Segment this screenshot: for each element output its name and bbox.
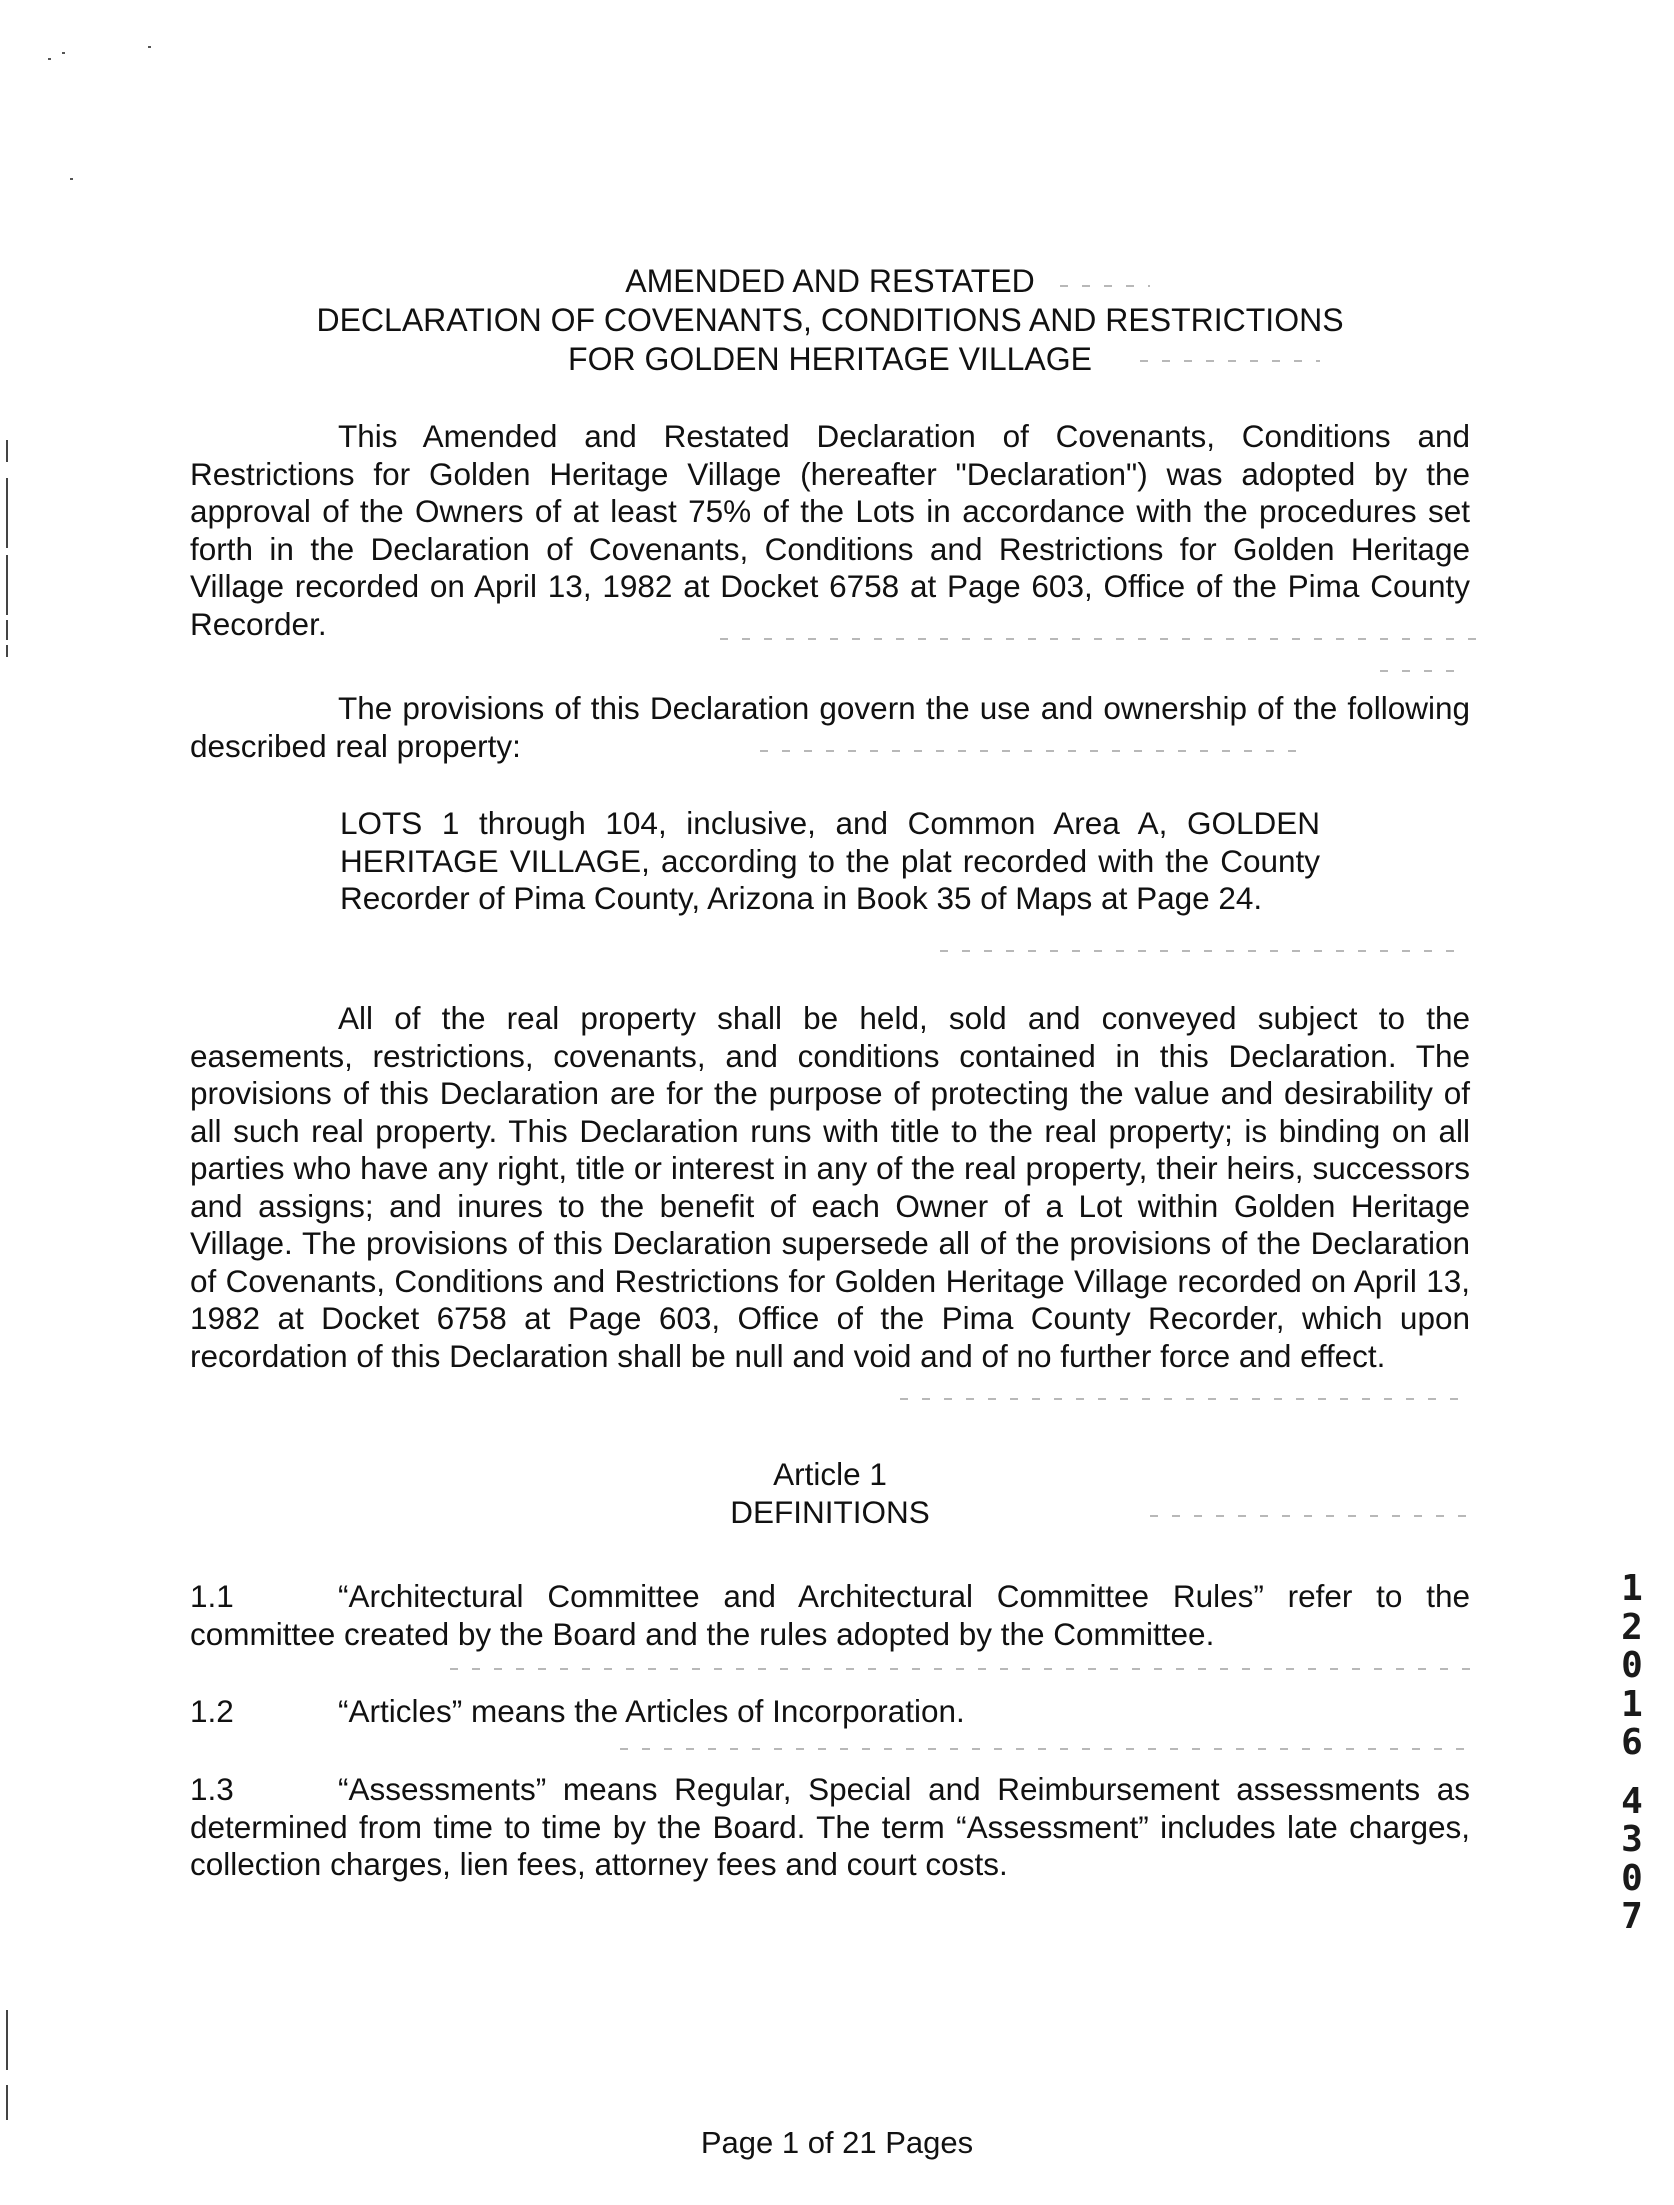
margin-tick xyxy=(6,2010,8,2070)
scan-noise xyxy=(1380,670,1460,672)
stamp-digit: 1 xyxy=(1621,1683,1643,1725)
title-line-1: AMENDED AND RESTATED xyxy=(625,263,1035,299)
stamp-digit: 0 xyxy=(1621,1645,1643,1686)
title-line-2: DECLARATION OF COVENANTS, CONDITIONS AND RESTRICTIONS xyxy=(316,302,1344,338)
article-title: DEFINITIONS xyxy=(730,1494,930,1530)
stamp-digit: 6 xyxy=(1621,1722,1643,1763)
definition-1-3 xyxy=(190,1771,1470,1884)
legal-description: LOTS 1 through 104, inclusive, and Common Area A, GOLDEN HERITAGE VILLAGE, according to the plat recorded with the County Recorder of Pima County, Arizona in Book 35 of Maps at Page 24. xyxy=(340,805,1320,916)
real-property-paragraph: All of the real property shall be held, sold and conveyed subject to the easements, restrictions, covenants, and conditions contained in this Declaration. The provisions of this Declaration are for the purpose of protecting the value and desirability of all such real property. This Declaration runs with title to the real property; is binding on all parties who have any right, title or interest in any of the real property, their heirs, successors and assigns; and inures to the benefit of each Owner of a Lot within Golden Heritage Village. The provisions of this Declaration supersede all of the provisions of the Declaration of Covenants, Conditions and Restrictions for Golden Heritage Village recorded on April 13, 1982 at Docket 6758 at Page 603, Office of the Pima County Recorder, which upon recordation of this Declaration shall be null and void and of no further force and effect. xyxy=(190,1000,1470,1374)
stamp-digit: 0 xyxy=(1621,1857,1643,1899)
definition-1-2 xyxy=(190,1693,1470,1731)
stamp-digit: 1 xyxy=(1621,1568,1643,1609)
document-title xyxy=(190,262,1470,379)
margin-tick xyxy=(6,478,8,548)
stamp-digit: 7 xyxy=(1621,1896,1643,1937)
margin-tick xyxy=(6,555,8,615)
definition-text: “Articles” means the Articles of Incorporation. xyxy=(338,1693,965,1729)
margin-tick xyxy=(6,620,8,640)
definition-number: 1.3 xyxy=(190,1771,234,1807)
intro-paragraph: This Amended and Restated Declaration of Covenants, Conditions and Restrictions for Golden Heritage Village (hereafter "Declaration") was adopted by the approval of the Owners of at least 75% of the Lots in accordance with the procedures set forth in the Declaration of Covenants, Conditions and Restrictions for Golden Heritage Village recorded on April 13, 1982 at Docket 6758 at Page 603, Office of the Pima County Recorder. xyxy=(190,418,1470,642)
scan-speck xyxy=(148,46,151,48)
definition-number: 1.2 xyxy=(190,1693,234,1729)
definition-text: “Assessments” means Regular, Special and Reimbursement assessments as determined from time to time by the Board. The term “Assessment” includes late charges, collection charges, lien fees, attorney fees and court costs. xyxy=(190,1771,1470,1882)
scan-speck xyxy=(62,52,65,54)
definition-number: 1.1 xyxy=(190,1578,234,1614)
scan-speck xyxy=(70,178,73,180)
scan-speck xyxy=(48,58,51,60)
scan-noise xyxy=(450,1668,1470,1670)
article-heading xyxy=(190,1455,1470,1531)
definition-1-1 xyxy=(190,1578,1470,1653)
scan-noise xyxy=(620,1748,1470,1750)
stamp-digit: 3 xyxy=(1621,1819,1643,1860)
docket-stamp xyxy=(1612,1570,1652,1937)
scan-noise xyxy=(900,1398,1460,1400)
scan-noise xyxy=(940,950,1460,952)
margin-tick xyxy=(6,440,8,462)
provisions-paragraph: The provisions of this Declaration govern the use and ownership of the following described real property: xyxy=(190,690,1470,764)
margin-tick xyxy=(6,645,8,657)
article-number: Article 1 xyxy=(773,1456,887,1492)
definition-text: “Architectural Committee and Architectural Committee Rules” refer to the committee created by the Board and the rules adopted by the Committee. xyxy=(190,1578,1470,1652)
page-number: Page 1 of 21 Pages xyxy=(700,2125,974,2160)
title-line-3: FOR GOLDEN HERITAGE VILLAGE xyxy=(568,341,1092,377)
stamp-digit: 2 xyxy=(1621,1606,1643,1648)
stamp-digit: 4 xyxy=(1621,1780,1643,1822)
margin-tick xyxy=(6,2085,8,2120)
